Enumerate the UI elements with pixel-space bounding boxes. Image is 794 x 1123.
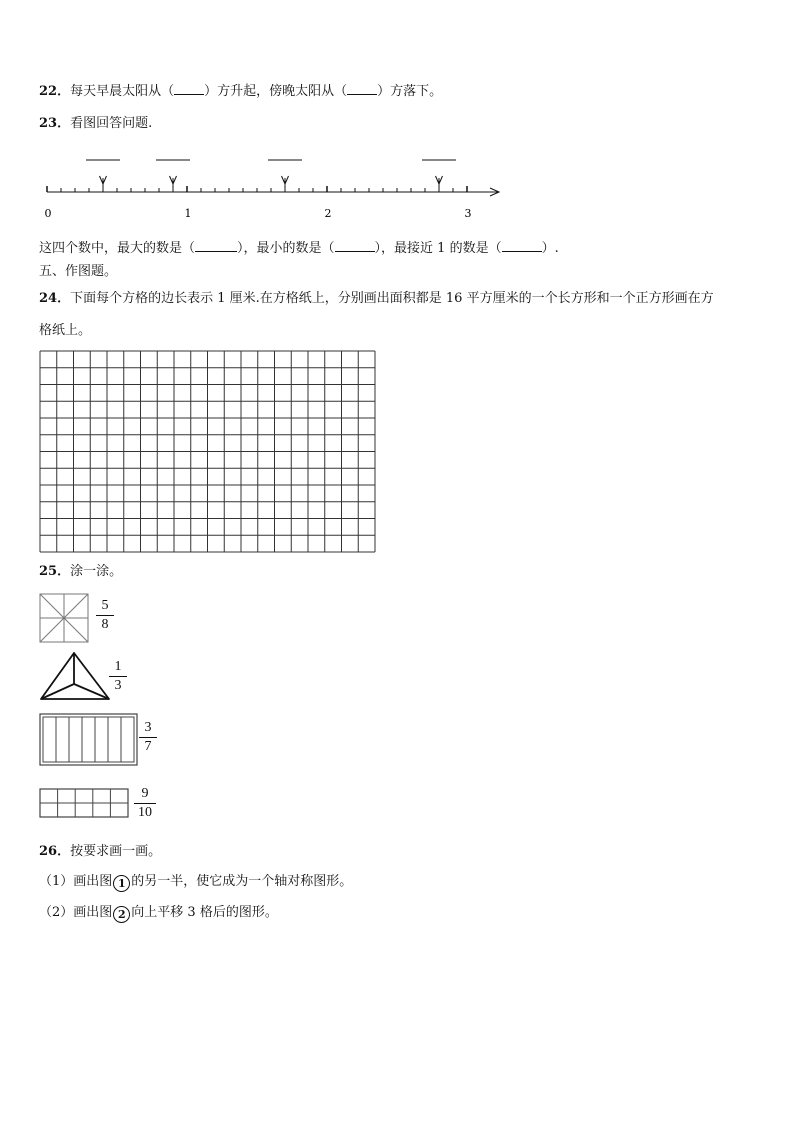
numerator: 9 — [141, 786, 149, 801]
question-26-sub2 — [39, 904, 278, 923]
question-number: 26． — [39, 844, 71, 859]
sub1-prefix: （1）画出图 — [39, 874, 113, 889]
numerator: 5 — [101, 598, 109, 613]
answer-blank-closest[interactable] — [502, 239, 542, 252]
q23-text-1: 这四个数中，最大的数是（ — [39, 241, 196, 256]
tick-label: 2 — [324, 207, 332, 220]
circled-number-1: 1 — [113, 875, 130, 892]
sub2-prefix: （2）画出图 — [39, 905, 113, 920]
square-eighths-shape[interactable] — [39, 593, 91, 645]
circled-number-2: 2 — [113, 906, 130, 923]
triangle-thirds-shape[interactable] — [39, 651, 113, 701]
q23-text-2: ），最小的数是（ — [237, 241, 335, 256]
tick-label: 1 — [184, 207, 192, 220]
q22-text-3: ）方落下。 — [377, 84, 443, 99]
grid-paper[interactable] — [39, 350, 379, 552]
number-line — [0, 0, 794, 240]
section-heading: 五、作图题。 — [39, 264, 118, 279]
denominator: 8 — [101, 617, 109, 632]
answer-blank-largest[interactable] — [195, 239, 237, 252]
denominator: 7 — [144, 739, 152, 754]
q23-title: 看图回答问题. — [70, 116, 153, 131]
q22-text-1: 每天早晨太阳从（ — [70, 84, 175, 99]
q24-text: 下面每个方格的边长表示 1 厘米.在方格纸上，分别画出面积都是 16 平方厘米的一个长方形和一个正方形画在方 — [70, 291, 714, 306]
question-number: 24． — [39, 291, 71, 306]
fraction-1-3 — [109, 659, 127, 694]
sub2-suffix: 向上平移 3 格后的图形。 — [131, 905, 278, 920]
fraction-5-8 — [96, 598, 114, 633]
rect-outline — [40, 714, 137, 765]
answer-blank-smallest[interactable] — [335, 239, 375, 252]
fraction-9-10 — [134, 786, 156, 821]
question-number: 22． — [39, 84, 71, 99]
question-25-title — [39, 563, 122, 581]
tick-label: 3 — [464, 207, 472, 220]
q23-text-3: ），最接近 1 的数是（ — [374, 241, 502, 256]
q26-title: 按要求画一画。 — [70, 844, 162, 859]
denominator: 10 — [138, 805, 152, 820]
fraction-3-7 — [139, 720, 157, 755]
q23-text-4: ）. — [541, 241, 559, 256]
rect-inner-outline — [43, 717, 134, 762]
q22-text-2: ）方升起，傍晚太阳从（ — [204, 84, 348, 99]
question-23-answer — [39, 239, 559, 258]
sub1-suffix: 的另一半，使它成为一个轴对称图形。 — [131, 874, 353, 889]
rectangle-tenths-shape[interactable] — [39, 788, 131, 818]
question-24-line1 — [39, 290, 714, 308]
numerator: 1 — [114, 659, 122, 674]
q25-title: 涂一涂。 — [70, 564, 123, 579]
question-number: 25． — [39, 564, 71, 579]
question-number: 23． — [39, 116, 71, 131]
question-24-line2: 格纸上。 — [39, 323, 92, 338]
numerator: 3 — [144, 720, 152, 735]
tick-label: 0 — [44, 207, 52, 220]
denominator: 3 — [114, 678, 122, 693]
question-26-sub1 — [39, 873, 352, 892]
question-26-title — [39, 843, 161, 861]
rectangle-sevenths-shape[interactable] — [39, 713, 139, 767]
